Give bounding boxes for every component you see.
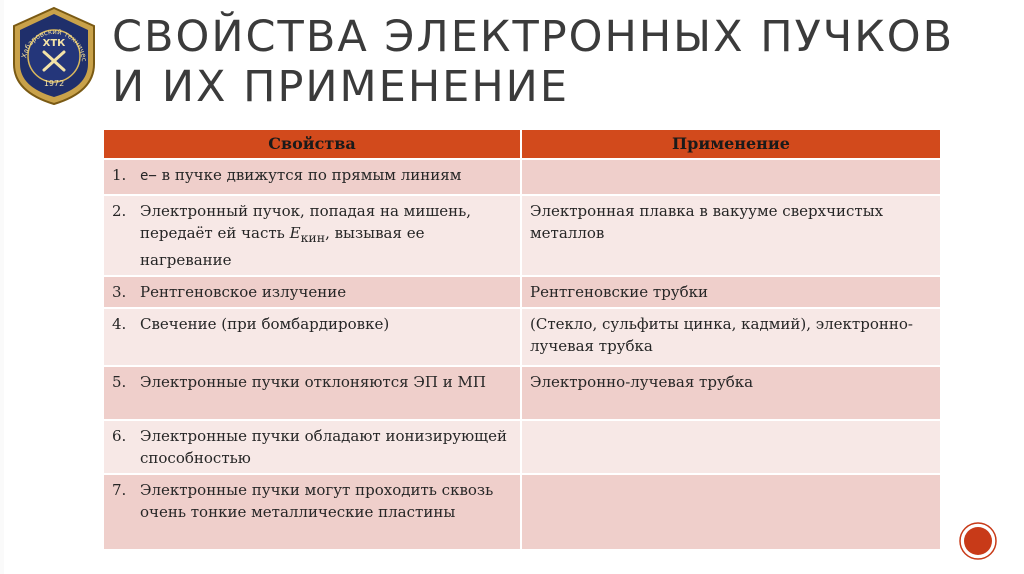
logo-ring-text: Хабаровский техничес — [20, 27, 89, 62]
application-cell — [521, 159, 940, 195]
slide-nav-icon — [959, 522, 997, 560]
college-emblem-icon — [10, 6, 98, 106]
application-cell: (Стекло, сульфиты цинка, кадмий), электронно-лучевая трубка — [521, 308, 940, 366]
page-title: СВОЙСТВА ЭЛЕКТРОННЫХ ПУЧКОВ И ИХ ПРИМЕНЕНИЕ — [112, 12, 955, 112]
logo-year: 1972 — [43, 79, 65, 88]
application-cell: Рентгеновские трубки — [521, 276, 940, 308]
row-number: 2. — [112, 202, 127, 220]
table-row — [104, 366, 940, 420]
application-cell — [521, 420, 940, 474]
application-cell: Электронная плавка в вакууме сверхчистых металлов — [521, 195, 940, 276]
row-number: 3. — [112, 283, 127, 301]
column-header-properties: Свойства — [104, 130, 521, 159]
table-row — [104, 420, 940, 474]
energy-symbol: E — [289, 224, 301, 242]
table-row — [104, 308, 940, 366]
property-text: Электронные пучки обладают ионизирующей способностью — [140, 427, 507, 467]
property-text: Свечение (при бомбардировке) — [140, 315, 390, 333]
logo-label: ХТК — [42, 38, 66, 49]
property-cell — [104, 308, 521, 366]
slide-nav-button[interactable] — [959, 522, 997, 560]
property-cell — [104, 366, 521, 420]
property-text: в пучке движутся по прямым линиям — [156, 166, 462, 184]
table-row — [104, 159, 940, 195]
energy-subscript: кин — [300, 230, 326, 245]
row-number: 4. — [112, 315, 127, 333]
application-cell — [521, 474, 940, 550]
table-row — [104, 474, 940, 550]
row-number: 1. — [112, 166, 127, 184]
table-row — [104, 195, 940, 276]
application-cell: Электронно-лучевая трубка — [521, 366, 940, 420]
properties-table — [104, 130, 940, 551]
electron-symbol: e− — [140, 168, 157, 184]
property-text: Рентгеновское излучение — [140, 283, 347, 301]
row-number: 5. — [112, 373, 127, 391]
property-text: Электронные пучки отклоняются ЭП и МП — [140, 373, 486, 391]
property-cell — [104, 474, 521, 550]
table-header-row — [104, 130, 940, 159]
property-text: Электронные пучки могут проходить сквозь очень тонкие металлические пластины — [140, 481, 494, 521]
row-number: 6. — [112, 427, 127, 445]
column-header-application: Применение — [521, 130, 940, 159]
row-number: 7. — [112, 481, 127, 499]
property-cell — [104, 420, 521, 474]
property-cell — [104, 159, 521, 195]
property-text: Электронный пучок, попадая на мишень, передаёт ей часть — [140, 202, 472, 242]
property-text-suffix: , вызывая ее нагревание — [140, 224, 425, 269]
left-edge — [0, 0, 4, 574]
property-cell — [104, 276, 521, 308]
property-cell — [104, 195, 521, 276]
table-row — [104, 276, 940, 308]
